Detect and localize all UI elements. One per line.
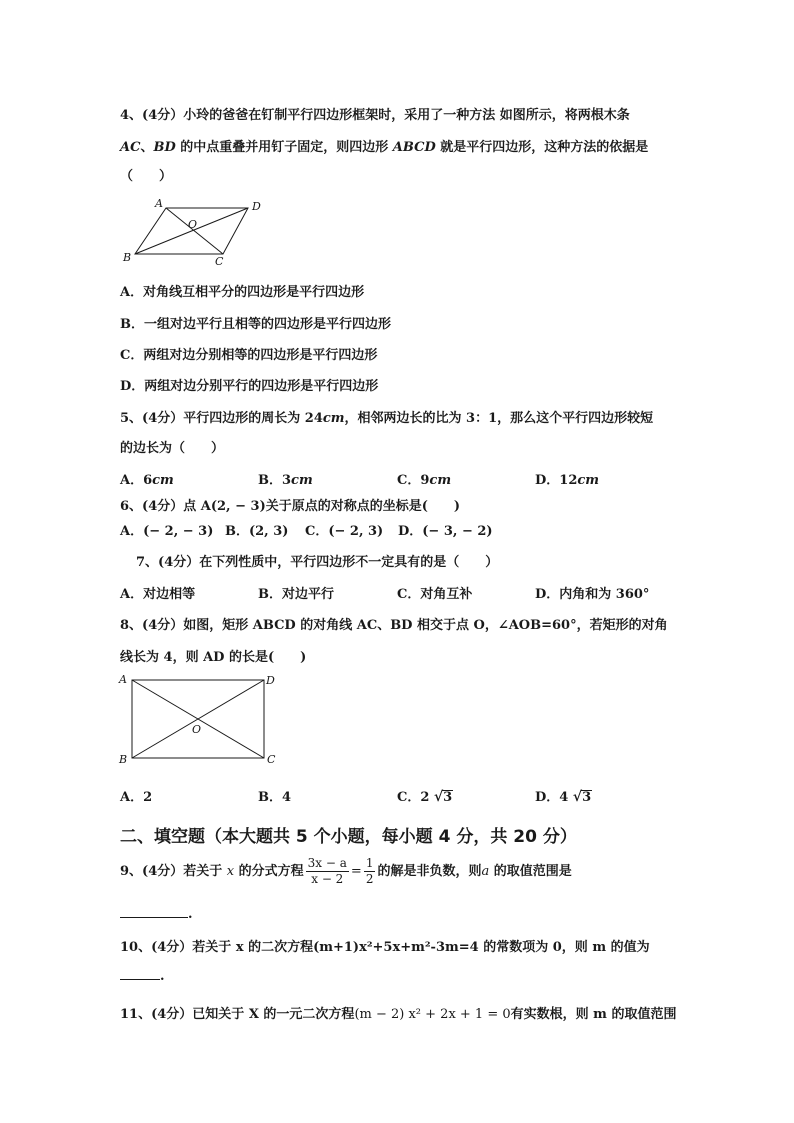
q6-option-a: A．(− 2, − 3) (120, 524, 214, 539)
q4-ac: AC (120, 140, 141, 155)
q7-option-a: A．对边相等 (120, 587, 196, 602)
q8-label-d: D (266, 674, 275, 687)
q4-option-c: C．两组对边分别相等的四边形是平行四边形 (120, 348, 378, 363)
q8-label-o: O (192, 723, 202, 736)
q10-line: 10、(4分）若关于 x 的二次方程(m+1)x²+5x+m²-3m=4 的常数项为 0，则 m 的值为 (120, 940, 650, 955)
q4-label-a: A (155, 197, 163, 210)
q6-line: 6、(4分）点 A(2, − 3)关于原点的对称点的坐标是( ) (120, 499, 461, 514)
q9-fraction-right: $\frac{1}{2}$ (365, 856, 374, 886)
q8-option-d: D．4 √3 (535, 789, 592, 805)
q4-option-a: A．对角线互相平分的四边形是平行四边形 (120, 285, 365, 300)
q8-option-a: A．2 (120, 790, 153, 805)
q6-option-b: B．(2, 3) (225, 524, 289, 539)
q9-fraction-left: $\frac{3x - a}{x - 2}$ (307, 856, 347, 886)
section-2-heading: 二、填空题（本大题共 5 个小题，每小题 4 分，共 20 分） (120, 827, 577, 847)
q7-option-b: B．对边平行 (258, 587, 334, 602)
q8-label-b: B (119, 753, 128, 766)
q5-option-d: D．12cm (535, 473, 600, 488)
q6-option-c: C．(− 2, 3) (305, 524, 384, 539)
q8-line1: 8、(4分）如图，矩形 ABCD 的对角线 AC、BD 相交于点 O，∠AOB=60°，若矩形的对角 (120, 618, 668, 633)
q8-option-b: B．4 (258, 790, 292, 805)
q8-label-c: C (267, 753, 276, 766)
q8-line2: 线长为 4，则 AD 的长是( ) (120, 650, 307, 665)
q8-label-a: A (119, 673, 127, 686)
q11-line: 11、(4分）已知关于 X 的一元二次方程(m − 2) x² + 2x + 1 = 0有实数根，则 m 的取值范围 (120, 1007, 677, 1022)
q5-option-a: A．6cm (120, 473, 174, 488)
q5-option-b: B．3cm (258, 473, 313, 488)
q4-label-c: C (215, 255, 224, 268)
q4-label-d: D (252, 200, 261, 213)
q4-answer-paren: （ ） (120, 169, 173, 184)
q4-option-b: B．一组对边平行且相等的四边形是平行四边形 (120, 317, 391, 332)
q7-line: 7、(4分）在下列性质中，平行四边形不一定具有的是（ ） (136, 555, 499, 570)
q5-line2: 的边长为（ ） (120, 441, 225, 456)
q5-option-c: C．9cm (397, 473, 452, 488)
q7-option-d: D．内角和为 360° (535, 587, 650, 602)
q4-label-b: B (123, 251, 132, 264)
q4-line2: AC、BD 的中点重叠并用钉子固定，则四边形 ABCD 就是平行四边形，这种方法的依据是 (120, 140, 649, 155)
q7-option-c: C．对角互补 (397, 587, 473, 602)
q6-option-d: D．(− 3, − 2) (398, 524, 493, 539)
q9-line: 9、(4分）若关于 x 的分式方程 $\frac{3x - a}{x - 2}$ = $\frac{1}{2}$ 的解是非负数，则a 的取值范围是 (120, 856, 572, 886)
q4-label-o: O (188, 218, 198, 231)
q4-parallelogram-figure (118, 196, 278, 268)
q5-line1: 5、(4分）平行四边形的周长为 24cm，相邻两边长的比为 3：1，那么这个平行四边形较短 (120, 411, 654, 426)
q4-abcd: ABCD (392, 140, 436, 155)
q4-bd: BD (153, 140, 176, 155)
q4-option-d: D．两组对边分别平行的四边形是平行四边形 (120, 379, 379, 394)
q9-answer-blank[interactable]: . (120, 905, 193, 922)
q8-option-c: C．2 √3 (397, 789, 453, 805)
q8-rectangle-figure (114, 670, 284, 768)
q4-line1: 4、(4分）小玲的爸爸在钉制平行四边形框架时，采用了一种方法 如图所示，将两根木条 (120, 108, 630, 123)
q10-answer-blank[interactable]: . (120, 967, 165, 984)
